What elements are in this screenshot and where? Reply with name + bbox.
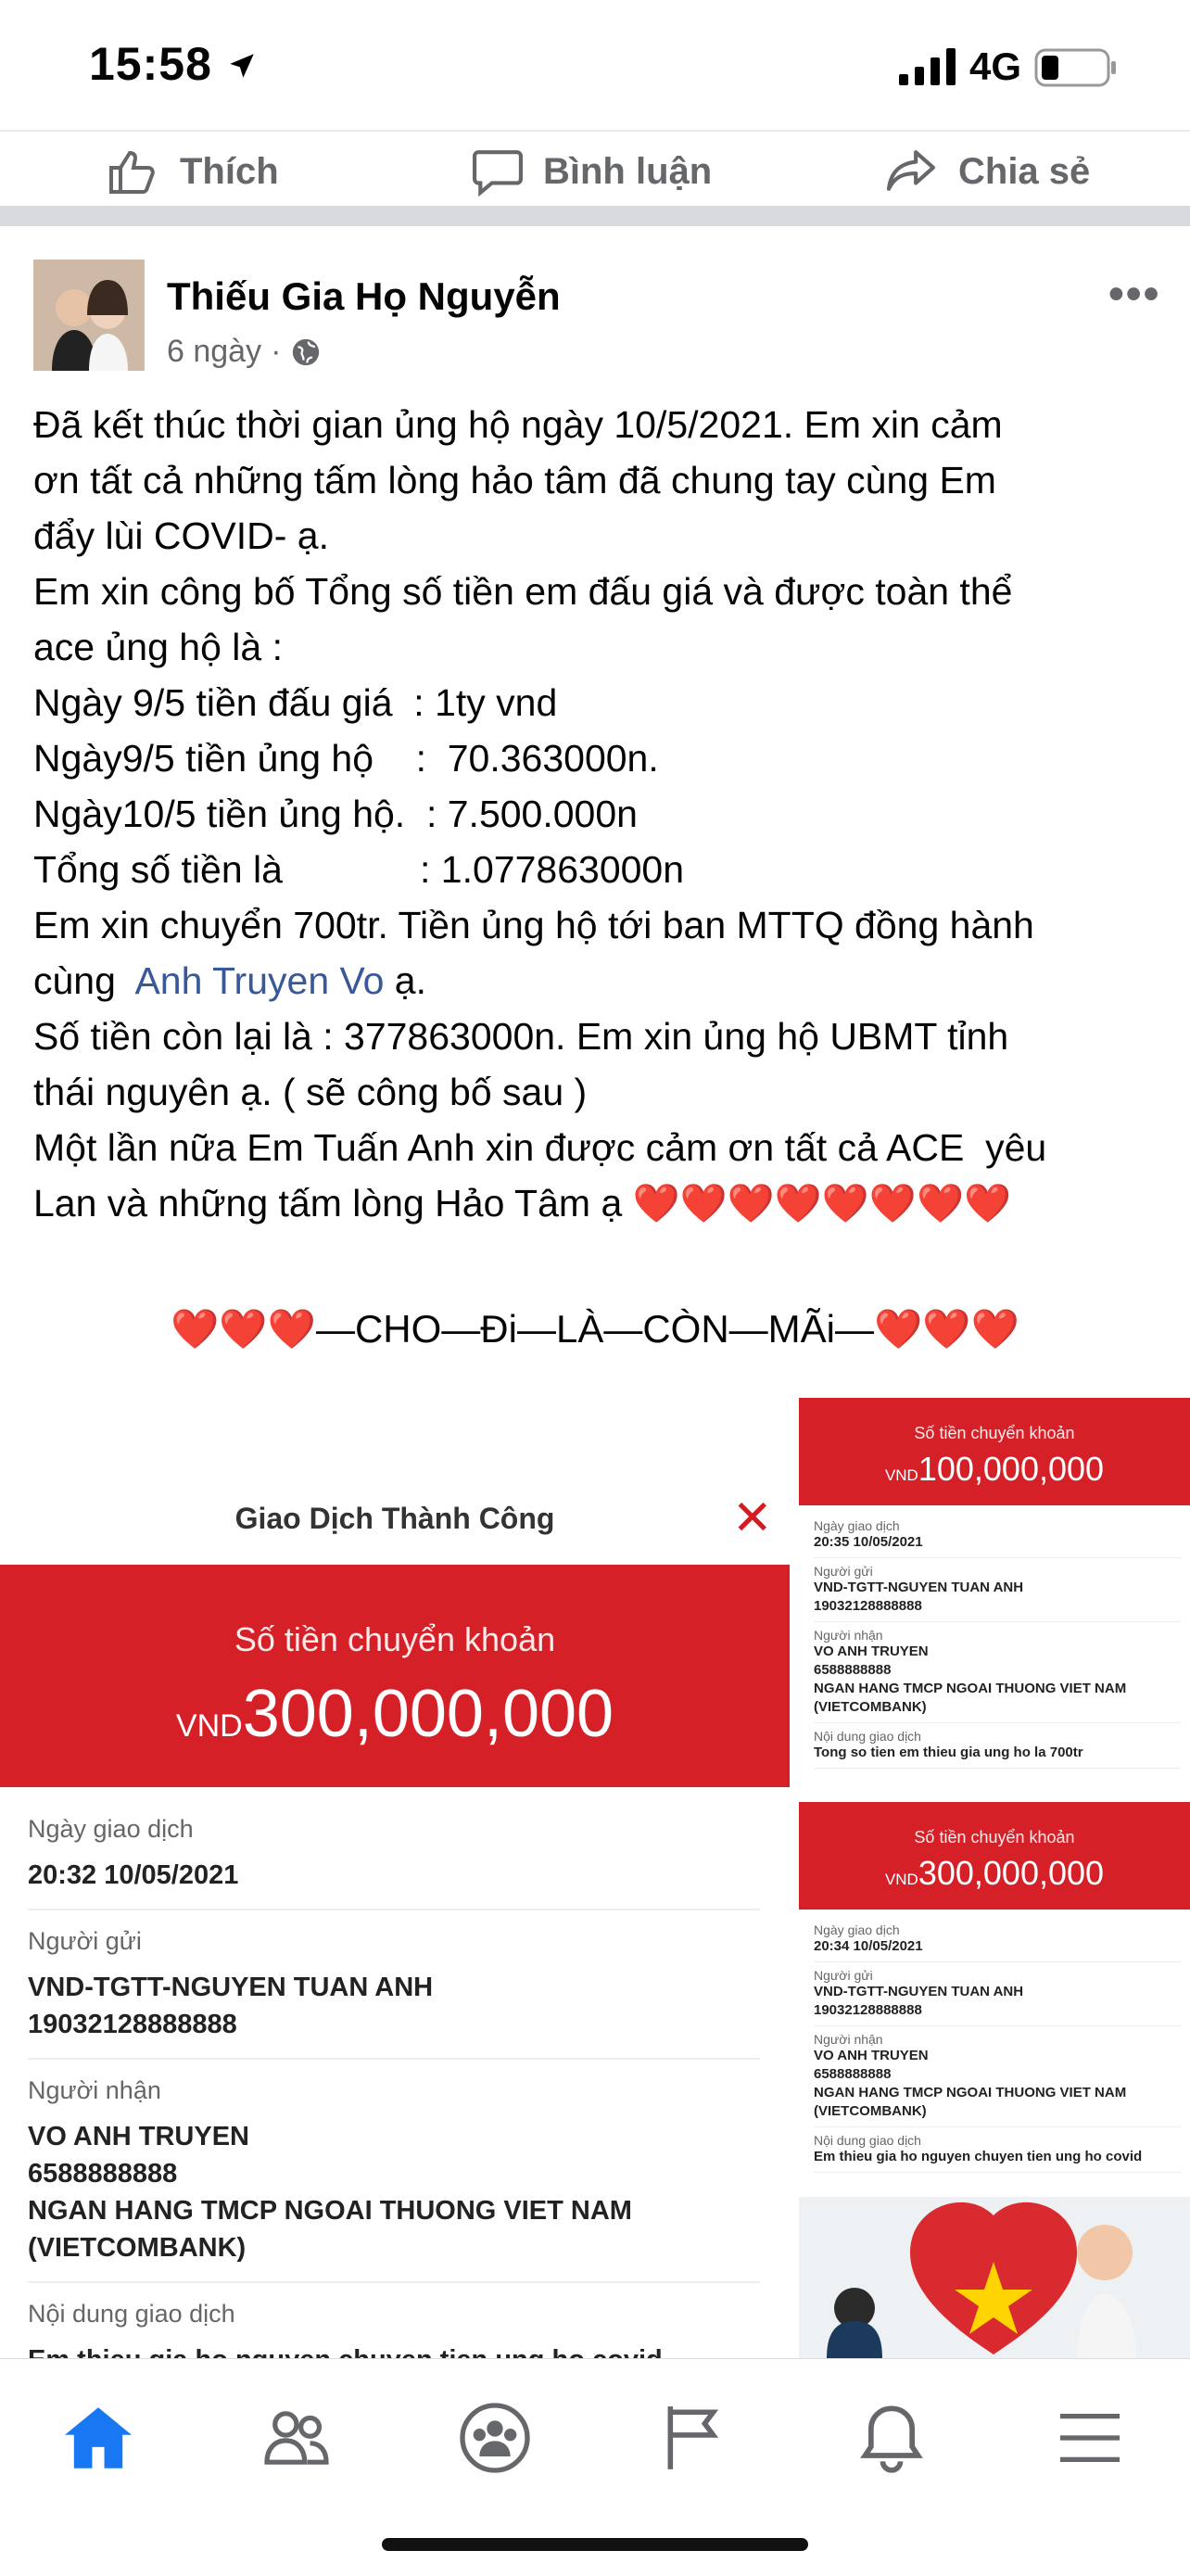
tab-notifications[interactable] [836,2396,947,2480]
location-arrow-icon [226,50,258,82]
author-avatar[interactable] [33,260,145,371]
share-label: Chia sẻ [958,150,1091,192]
home-indicator [382,2538,808,2551]
comment-button[interactable] [473,132,712,211]
comment-icon [473,148,523,195]
hearts-emoji: ❤️❤️❤️❤️❤️❤️❤️❤️ [632,1182,1012,1225]
like-button[interactable] [108,132,279,211]
tab-friends[interactable] [241,2396,352,2480]
status-time: 15:58 [89,37,258,91]
post-line: Một lần nữa Em Tuấn Anh xin được cảm ơn tất cả ACE yêu [33,1126,1047,1169]
receipt-details: Ngày giao dịch 20:32 10/05/2021 Người gửi VND-TGTT-NGUYEN TUAN ANH 19032128888888 Người nhận VO ANH TRUYEN 6588888888 NGAN HANG TMCP NGOAI THUONG VIET NAM (VIETCOMBANK) Nội dung giao dịch [28,1815,760,2410]
feed-divider [0,206,1190,226]
post-photo-thumbnail[interactable] [799,2197,1190,2358]
more-options-icon[interactable]: ••• [1108,270,1161,319]
avatar-photo [33,260,145,371]
friends-icon [260,2408,333,2468]
post-line: đẩy lùi COVID- ạ. [33,514,329,557]
receipt-small-1[interactable] [799,1398,1190,1791]
groups-icon [458,2401,532,2475]
receipt-details: Ngày giao dịch 20:35 10/05/2021 Người gửi VND-TGTT-NGUYEN TUAN ANH 19032128888888 Người nhận VO ANH TRUYEN 6588888888 NGAN HANG TMCP NGOAI THUONG VIET NAM (VIETCOMBANK) Nội dung giao dịch Tong so tien em thieu gia ung ho la 700tr [814,1513,1181,1769]
post-line: Lan và những tấm lòng Hảo Tâm ạ ❤️❤️❤️❤️❤️❤️❤️❤️ [33,1182,1012,1225]
like-label: Thích [180,150,279,192]
post-line: thái nguyên ạ. ( sẽ công bố sau ) [33,1071,588,1113]
receipt-details: Ngày giao dịch 20:34 10/05/2021 Người gửi VND-TGTT-NGUYEN TUAN ANH 19032128888888 Người nhận VO ANH TRUYEN 6588888888 NGAN HANG TMCP NGOAI THUONG VIET NAM (VIETCOMBANK) Nội dung giao dịch Em thieu gia ho nguyen chuyen tien ung ho covid [814,1917,1181,2173]
battery-icon [1034,48,1118,87]
post-line: Em xin công bố Tổng số tiền em đấu giá và được toàn thể [33,570,1013,613]
post-line: ơn tất cả những tấm lòng hảo tâm đã chung tay cùng Em [33,459,996,501]
network-type: 4G [969,44,1022,88]
receipt-header [0,1398,790,1565]
author-name[interactable]: Thiếu Gia Họ Nguyễn [167,274,561,318]
post-line: Ngày 9/5 tiền đấu giá : 1ty vnd [33,681,558,724]
post-line: Tổng số tiền là : 1.077863000n [33,848,685,891]
amount-value: VND300,000,000 [175,1677,614,1751]
post-line: Ngày9/5 tiền ủng hộ : 70.363000n. [33,737,659,780]
receipt-title: Giao Dịch Thành Công [234,1502,555,1535]
post-line: Đã kết thúc thời gian ủng hộ ngày 10/5/2021. Em xin cảm [33,403,1003,446]
signal-icon [899,48,958,85]
post-line: Ngày10/5 tiền ủng hộ. : 7.500.000n [33,793,638,835]
menu-icon [1057,2410,1122,2466]
bell-icon [858,2403,925,2473]
share-button[interactable] [886,132,1090,211]
post-meta: 6 ngày · [167,334,322,370]
status-bar [0,0,1190,130]
comment-label: Bình luận [543,150,713,192]
tab-menu[interactable] [1034,2396,1146,2480]
tab-pages[interactable] [638,2396,749,2480]
receipt-amount-band [0,1565,790,1787]
amount-label: Số tiền chuyển khoản [234,1620,556,1658]
share-icon [886,148,938,195]
globe-icon [290,336,322,368]
post-motto: ❤️❤️❤️—CHO—Đi—LÀ—CÒN—MÃi—❤️❤️❤️ [171,1307,1019,1351]
receipt-main-image[interactable] [0,1398,790,2358]
post-line: Em xin chuyển 700tr. Tiền ủng hộ tới ban MTTQ đồng hành [33,904,1034,946]
receipt-small-2[interactable] [799,1802,1190,2191]
post-line: Số tiền còn lại là : 377863000n. Em xin ủng hộ UBMT tỉnh [33,1015,1009,1058]
post-time[interactable]: 6 ngày [167,334,262,369]
receipt-amount-band: Số tiền chuyển khoản VND100,000,000 [799,1398,1190,1505]
post-line: ace ủng hộ là : [33,626,283,668]
thumbs-up-icon [108,148,159,195]
home-icon [61,2405,135,2471]
post-line-mention: cùng Anh Truyen Vo ạ. [33,959,426,1002]
tab-home[interactable] [43,2396,154,2480]
mention-link[interactable]: Anh Truyen Vo [134,959,385,1002]
pages-flag-icon [661,2404,726,2472]
tab-groups[interactable] [439,2396,551,2480]
photo-illustration [799,2197,1190,2358]
receipt-amount-band: Số tiền chuyển khoản VND300,000,000 [799,1802,1190,1910]
close-icon: ✕ [732,1491,773,1545]
post-action-bar [0,130,1190,211]
post-body [33,397,1164,1231]
